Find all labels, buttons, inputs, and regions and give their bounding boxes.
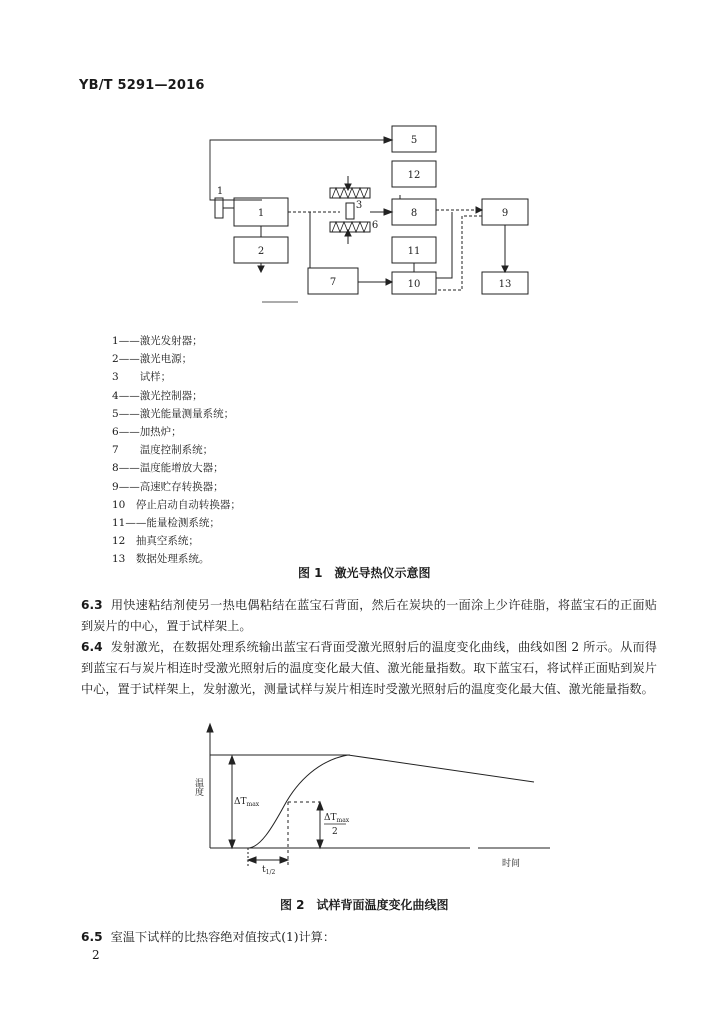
section-6-3-number: 6.3	[81, 598, 103, 612]
legend-item-separator	[119, 371, 140, 383]
legend-item-number: 9	[112, 480, 119, 493]
legend-item-text: 温度控制系统；	[139, 444, 214, 457]
x-axis-label: 时间	[502, 859, 521, 869]
section-6-4-text: 发射激光，在数据处理系统输出蓝宝石背面受激光照射后的温度变化曲线，曲线如图 2 所示。从而得到蓝宝石与炭片相连时受激光照射后的温度变化最大值、激光能量指数。取下蓝宝石，将试样正面贴到炭片中心，置于试样架上，发射激光，测量试样与炭片相连时受激光照射后的温度变化最大值、激光能量指数。	[81, 640, 657, 696]
legend-item	[112, 353, 192, 365]
box-5-label: 5	[410, 135, 418, 146]
legend-item-separator: ——	[118, 407, 140, 420]
legend-item-text: 激光能量测量系统；	[139, 407, 235, 420]
page-number: 2	[92, 948, 100, 962]
figure2-graph	[180, 718, 560, 878]
figure2-caption: 图 2 试样背面温度变化曲线图	[280, 898, 449, 912]
box-13-label: 13	[498, 279, 512, 290]
legend-item-text: 高速贮存转换器；	[139, 480, 224, 493]
legend-item	[112, 481, 224, 493]
box-9-label: 9	[501, 208, 509, 219]
legend-item-separator	[125, 499, 136, 511]
legend-item-separator: ——	[118, 462, 140, 475]
legend-item	[112, 390, 203, 402]
legend-item-separator: ——	[118, 335, 140, 347]
section-6-5	[81, 927, 657, 948]
legend-item-separator	[125, 553, 136, 565]
legend-item-text: 数据处理系统。	[135, 553, 210, 566]
legend-item	[112, 408, 234, 420]
legend-item	[112, 499, 241, 511]
legend-item-number: 13	[112, 553, 126, 566]
laser-emitter-block	[215, 198, 223, 218]
legend-item	[112, 426, 182, 438]
legend-item-separator: ——	[118, 426, 140, 438]
standard-id: YB/T 5291—2016	[79, 78, 205, 93]
legend-item-text: 激光发射器；	[139, 335, 203, 347]
legend-item	[112, 444, 213, 456]
half-dt-label: $\Delta T_{max}$	[324, 813, 350, 824]
legend-item-text: 停止启动自动转换器；	[135, 498, 241, 511]
legend-item-number: 8	[112, 462, 119, 475]
section-6-3	[81, 595, 657, 637]
legend-item-text: 试样；	[139, 371, 172, 384]
section-6-4	[81, 637, 657, 700]
legend-item-number: 11	[112, 517, 126, 529]
box-8-label: 8	[410, 208, 418, 219]
legend-item-separator	[119, 444, 140, 456]
section-6-5-number: 6.5	[81, 930, 103, 944]
box-1-label: 1	[257, 208, 265, 219]
legend-item-number: 5	[112, 407, 119, 420]
legend-item-number: 7	[112, 444, 119, 457]
legend-item-separator: ——	[118, 480, 140, 493]
box-7-label: 7	[329, 277, 337, 288]
section-6-5-text: 室温下试样的比热容绝对值按式(1)计算：	[110, 930, 336, 944]
sample-callout: 3	[355, 200, 363, 211]
legend-item-text: 加热炉；	[139, 426, 182, 438]
legend-item-text: 抽真空系统；	[135, 535, 199, 548]
section-6-3-text: 用快速粘结剂使另一热电偶粘结在蓝宝石背面，然后在炭块的一面涂上少许硅脂，将蓝宝石的正面贴到炭片的中心，置于试样架上。	[81, 598, 657, 633]
legend-item-number: 1	[112, 335, 119, 347]
laser-callout: 1	[216, 186, 224, 197]
legend-item	[112, 462, 224, 474]
figure1-caption: 图 1 激光导热仪示意图	[298, 566, 431, 580]
legend-item	[112, 517, 220, 529]
figure1-diagram	[0, 0, 724, 310]
furnace-callout: 6	[371, 220, 379, 231]
legend-item-number: 3	[112, 371, 119, 384]
box-10-label: 10	[407, 279, 421, 290]
legend-item	[112, 553, 209, 565]
y-axis-label: 温度	[193, 778, 203, 796]
legend-item-text: 能量检测系统；	[146, 517, 220, 529]
legend-item-separator: ——	[118, 389, 140, 402]
legend-item	[112, 335, 203, 347]
legend-item-text: 激光电源；	[139, 353, 193, 366]
legend-item-number: 4	[112, 389, 119, 402]
legend-item-separator: ——	[118, 353, 140, 366]
sample	[346, 203, 354, 219]
legend-item-number: 2	[112, 353, 119, 366]
section-6-4-number: 6.4	[81, 640, 103, 654]
legend-item-number: 6	[112, 426, 119, 438]
legend-item	[112, 371, 171, 383]
dt-max-label: $\Delta T_{max}$	[234, 797, 260, 808]
box-11-label: 11	[407, 246, 421, 257]
legend-item-text: 温度能增放大器；	[139, 462, 224, 475]
legend-item-number: 10	[112, 498, 126, 511]
box-2-label: 2	[257, 246, 265, 257]
legend-item-text: 激光控制器；	[139, 389, 203, 402]
t-half-label: $t_{1/2}$	[262, 865, 276, 876]
box-12-label: 12	[407, 170, 421, 181]
legend-item	[112, 535, 199, 547]
legend-item-number: 12	[112, 535, 126, 548]
half-dt-denominator: 2	[332, 827, 338, 837]
legend-item-separator	[125, 535, 136, 547]
legend-item-separator: ——	[125, 517, 147, 529]
